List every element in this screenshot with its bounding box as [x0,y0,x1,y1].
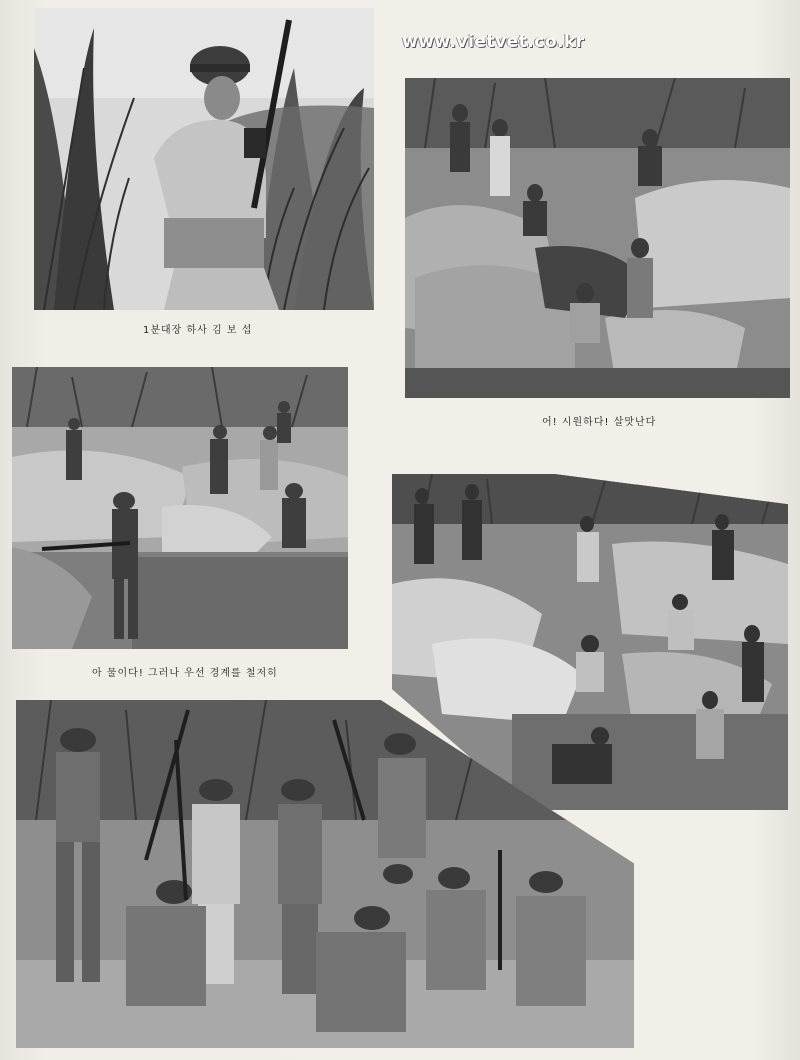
photo-patrol-crossing [12,367,348,649]
caption-photo-2: 어! 시원하다! 살맛난다 [542,417,657,428]
caption-photo-3: 아 물이다! 그러나 우선 경계를 철저히 [92,668,278,679]
photo-soldier-portrait [34,8,374,310]
photo-stream-washing [405,78,790,398]
watermark-text: www.vietvet.co.kr [402,32,585,52]
caption-photo-1: 1분대장 하사 김 보 섭 [143,325,253,336]
